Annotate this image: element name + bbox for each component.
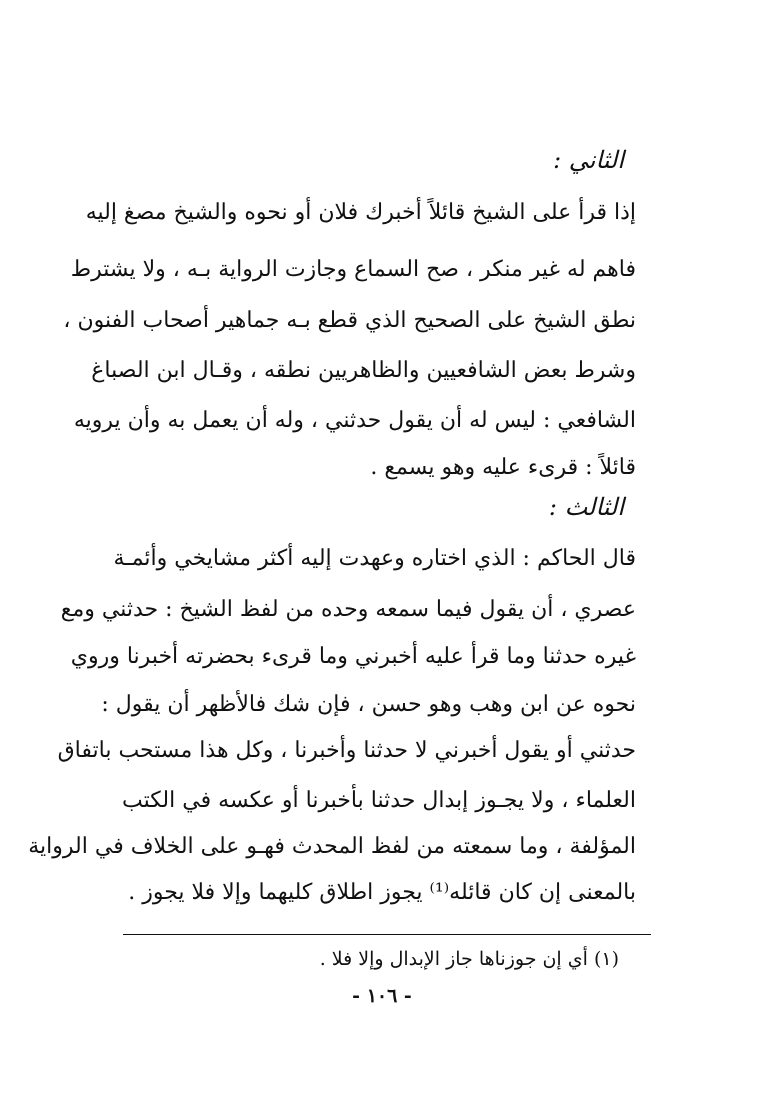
paragraph-line: حدثني أو يقول أخبرني لا حدثنا وأخبرنا ، وكل هذا مستحب باتفاق (57, 738, 636, 763)
paragraph-line: إذا قرأ على الشيخ قائلاً أخبرك فلان أو نحوه والشيخ مصغ إليه (85, 200, 636, 225)
paragraph-line: الشافعي : ليس له أن يقول حدثني ، وله أن يعمل به وأن يرويه (73, 408, 636, 433)
section-heading-second: الثاني : (553, 146, 624, 174)
paragraph-line: المؤلفة ، وما سمعته من لفظ المحدث فهـو على الخلاف في الرواية (28, 834, 636, 859)
paragraph-line: بالمعنى إن كان قائله⁽¹⁾ يجوز اطلاق كليهما وإلا فلا يجوز . (128, 880, 636, 905)
paragraph-line: نطق الشيخ على الصحيح الذي قطع بـه جماهير أصحاب الفنون ، (63, 308, 636, 333)
paragraph-line: وشرط بعض الشافعيين والظاهريين نطقه ، وقـال ابن الصباغ (91, 358, 636, 383)
paragraph-line: غيره حدثنا وما قرأ عليه أخبرني وما قرىء بحضرته أخبرنا وروي (70, 644, 636, 669)
paragraph-line: نحوه عن ابن وهب وهو حسن ، فإن شك فالأظهر أن يقول : (101, 692, 636, 717)
footnote: (١) أي إن جوزناها جاز الإبدال وإلا فلا . (319, 948, 619, 970)
paragraph-line: عصري ، أن يقول فيما سمعه وحده من لفظ الشيخ : حدثني ومع (60, 597, 636, 622)
paragraph-line: قائلاً : قرىء عليه وهو يسمع . (370, 455, 636, 480)
paragraph-line: فاهم له غير منكر ، صح السماع وجازت الرواية بـه ، ولا يشترط (70, 257, 636, 282)
paragraph-line: العلماء ، ولا يجـوز إبدال حدثنا بأخبرنا أو عكسه في الكتب (122, 788, 636, 813)
page-number: - ١٠٦ - (352, 985, 412, 1007)
section-heading-third: الثالث : (548, 493, 624, 521)
footnote-separator (123, 934, 651, 935)
paragraph-line: قال الحاكم : الذي اختاره وعهدت إليه أكثر مشايخي وأئمـة (113, 546, 636, 571)
